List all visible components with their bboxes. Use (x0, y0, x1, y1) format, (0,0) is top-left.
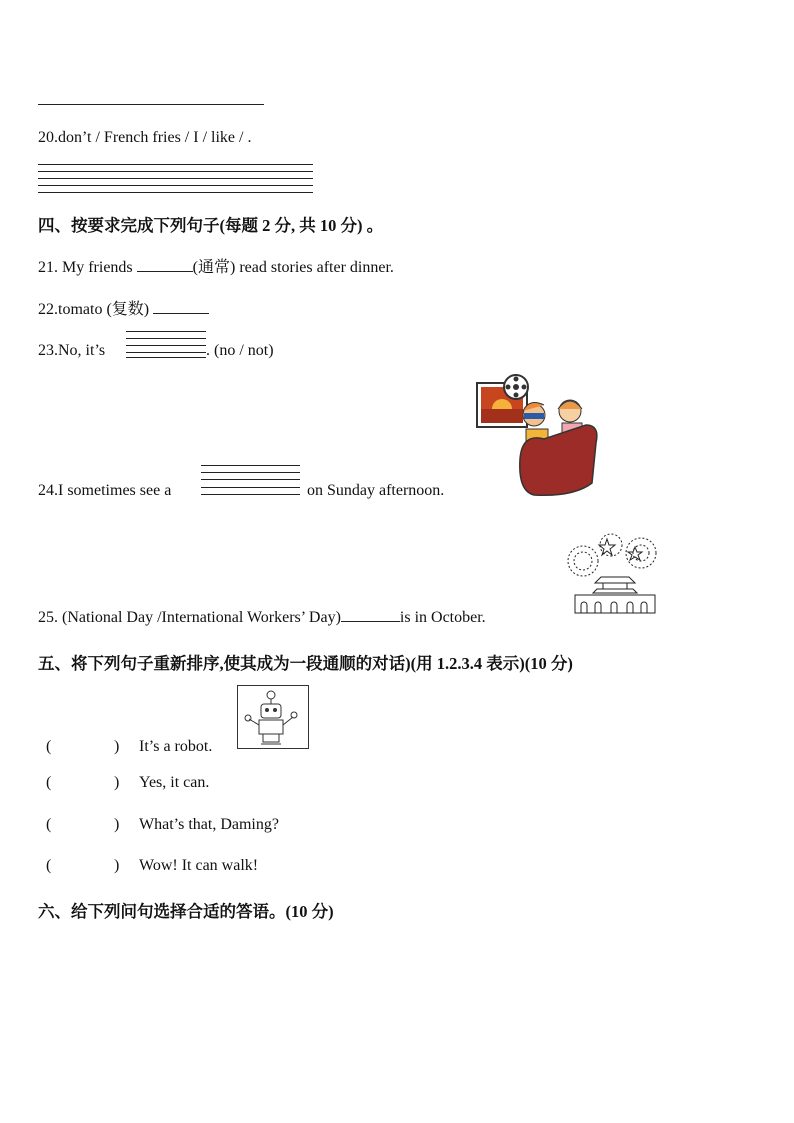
bracket-close: ) (114, 774, 120, 791)
robot-illustration (237, 685, 310, 750)
bracket-open: ( (46, 857, 52, 874)
question-22-prefix: 22.tomato (复数) (38, 301, 150, 318)
order-input[interactable] (58, 774, 110, 792)
section-5-heading: 五、将下列句子重新排序,使其成为一段通顺的对话)(用 1.2.3.4 表示)(10 分) (38, 654, 573, 673)
order-input[interactable] (58, 816, 110, 834)
question-25 (38, 607, 486, 627)
answer-line-q19 (38, 104, 264, 105)
question-24-prefix: 24.I sometimes see a (38, 482, 172, 499)
tiananmen-fireworks-illustration (565, 531, 665, 617)
bracket-close: ) (114, 816, 120, 833)
question-25-suffix: is in October. (399, 609, 486, 626)
dialogue-text: Yes, it can. (139, 774, 210, 791)
bracket-open: ( (46, 738, 52, 755)
question-24-suffix: on Sunday afternoon. (307, 482, 445, 499)
bracket-open: ( (46, 816, 52, 833)
dialogue-text: It’s a robot. (139, 738, 213, 755)
bracket-close: ) (114, 738, 120, 755)
question-21 (38, 254, 394, 277)
question-23-suffix: . (no / not) (206, 342, 274, 359)
order-input[interactable] (58, 738, 110, 756)
question-20: 20.don’t / French fries / I / like / . (38, 129, 252, 146)
question-23-prefix: 23.No, it’s (38, 342, 106, 359)
question-22 (38, 296, 209, 319)
question-21-prefix: 21. My friends (38, 259, 133, 276)
cinema-illustration (474, 373, 600, 499)
dialogue-text: Wow! It can walk! (139, 857, 259, 874)
order-input[interactable] (58, 857, 110, 875)
answer-blank-q21[interactable] (137, 257, 193, 272)
bracket-open: ( (46, 774, 52, 791)
dialogue-text: What’s that, Daming? (139, 816, 279, 833)
section-4-heading: 四、按要求完成下列句子(每题 2 分, 共 10 分) 。 (38, 216, 384, 235)
answer-blank-q25[interactable] (341, 607, 400, 622)
question-25-prefix: 25. (National Day /International Workers’ Day) (38, 609, 341, 626)
answer-blank-q22[interactable] (153, 299, 209, 314)
question-21-hint: (通常) read stories after dinner. (192, 259, 394, 276)
section-6-heading: 六、给下列问句选择合适的答语。(10 分) (38, 902, 334, 921)
bracket-close: ) (114, 857, 120, 874)
